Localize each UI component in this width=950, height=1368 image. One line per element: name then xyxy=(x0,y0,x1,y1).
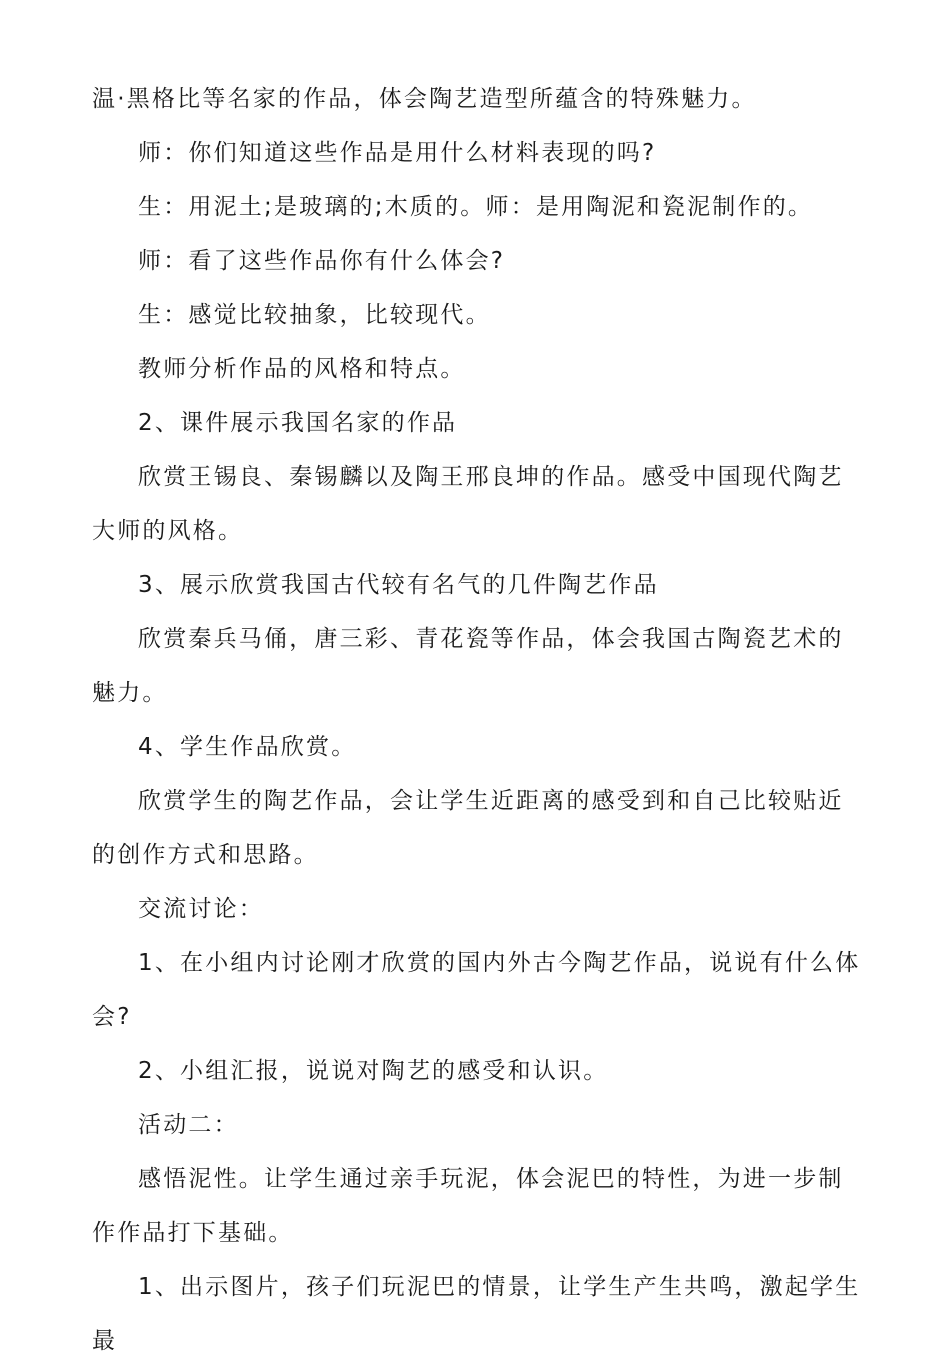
paragraph: 生：用泥土;是玻璃的;木质的。师：是用陶泥和瓷泥制作的。 xyxy=(138,194,814,220)
paragraph: 师：你们知道这些作品是用什么材料表现的吗? xyxy=(138,140,657,166)
paragraph: 4、学生作品欣赏。 xyxy=(138,734,357,760)
paragraph: 活动二： xyxy=(138,1112,239,1138)
paragraph: 1、出示图片，孩子们玩泥巴的情景，让学生产生共鸣，激起学生最 xyxy=(92,1274,861,1354)
paragraph: 2、课件展示我国名家的作品 xyxy=(138,410,458,436)
paragraph: 生：感觉比较抽象，比较现代。 xyxy=(138,302,491,328)
paragraph: 温·黑格比等名家的作品，体会陶艺造型所蕴含的特殊魅力。 xyxy=(92,86,757,112)
paragraph: 教师分析作品的风格和特点。 xyxy=(138,356,466,382)
paragraph: 交流讨论： xyxy=(138,896,264,922)
paragraph: 欣赏秦兵马俑，唐三彩、青花瓷等作品，体会我国古陶瓷艺术的魅力。 xyxy=(92,626,844,706)
paragraph: 1、在小组内讨论刚才欣赏的国内外古今陶艺作品，说说有什么体会? xyxy=(92,950,861,1030)
paragraph: 欣赏王锡良、秦锡麟以及陶王邢良坤的作品。感受中国现代陶艺大师的风格。 xyxy=(92,464,844,544)
paragraph: 3、展示欣赏我国古代较有名气的几件陶艺作品 xyxy=(138,572,659,598)
document-page xyxy=(92,72,862,1368)
paragraph: 欣赏学生的陶艺作品，会让学生近距离的感受到和自己比较贴近的创作方式和思路。 xyxy=(92,788,844,868)
paragraph: 师：看了这些作品你有什么体会? xyxy=(138,248,506,274)
paragraph: 感悟泥性。让学生通过亲手玩泥，体会泥巴的特性，为进一步制作作品打下基础。 xyxy=(92,1166,844,1246)
paragraph: 2、小组汇报，说说对陶艺的感受和认识。 xyxy=(138,1058,609,1084)
